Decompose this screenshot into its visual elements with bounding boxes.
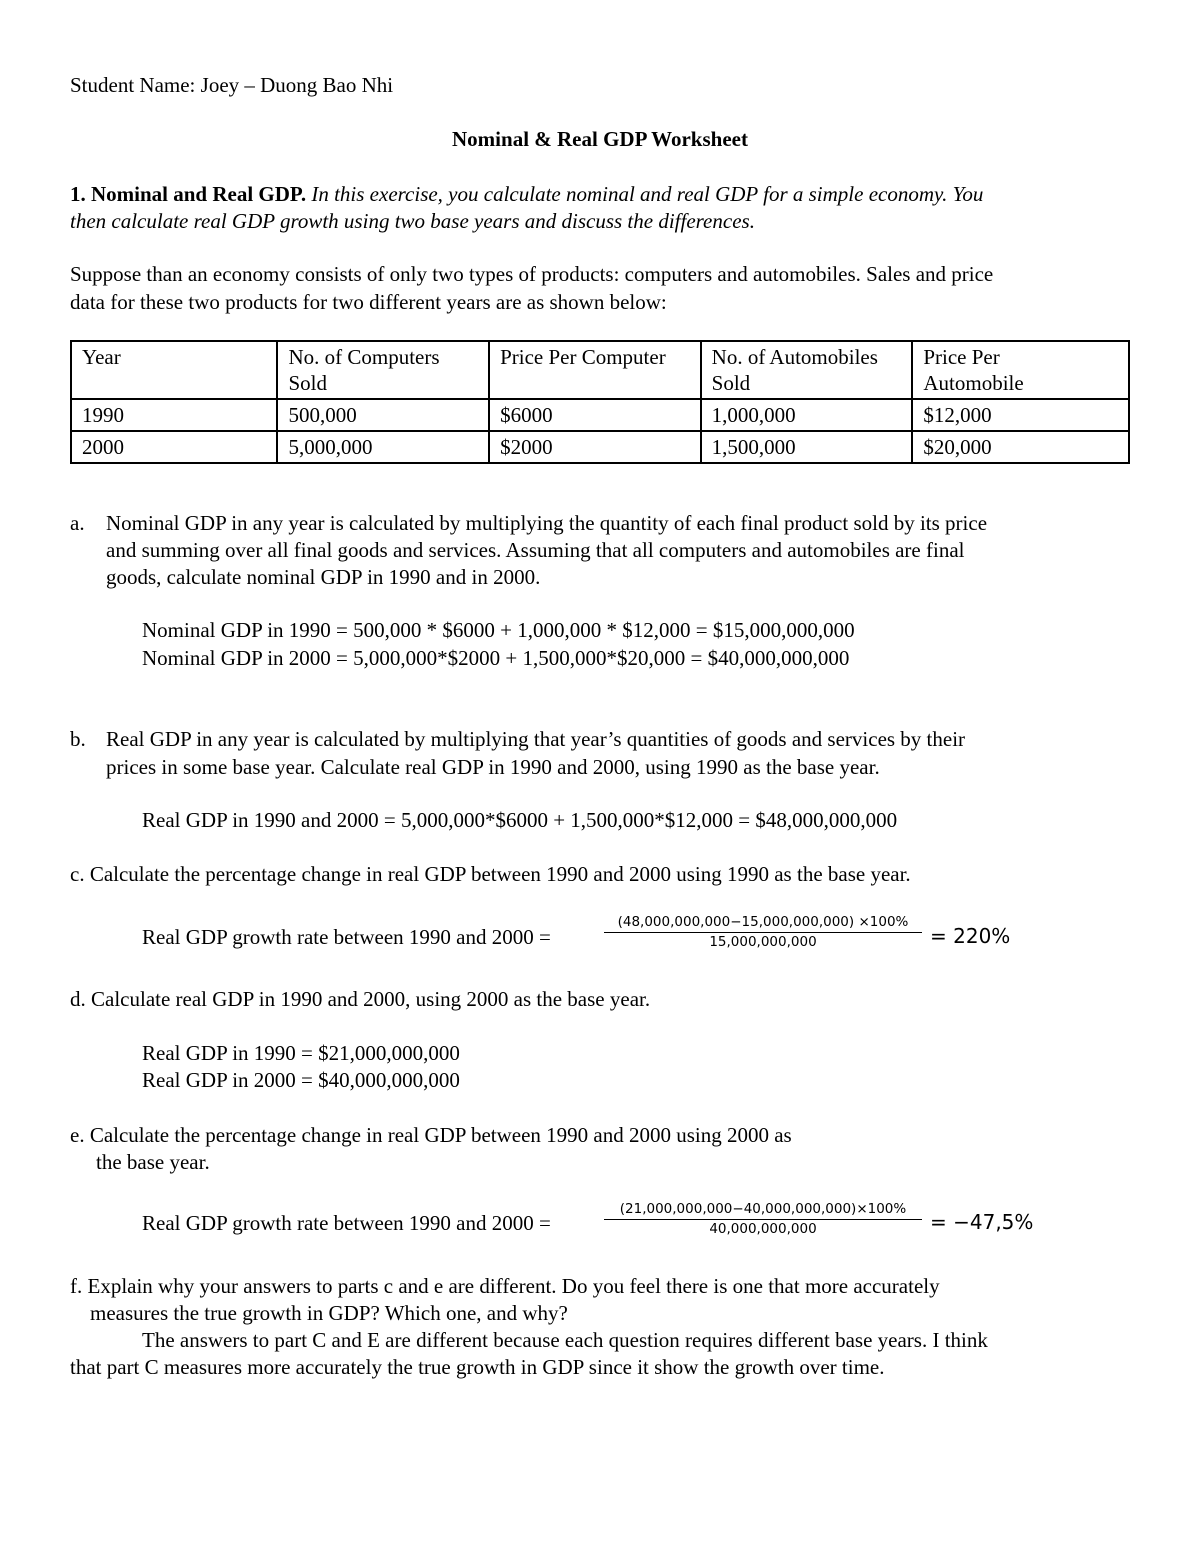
intro-line-1 <box>70 181 983 208</box>
part-e-result: = −47,5% <box>930 1210 1034 1234</box>
table-row <box>71 399 1129 431</box>
page-title: Nominal & Real GDP Worksheet <box>452 127 748 151</box>
part-c-result: = 220% <box>930 924 1011 948</box>
part-f-question-2: measures the true growth in GDP? Which one, and why? <box>90 1301 568 1325</box>
part-a-question-1: Nominal GDP in any year is calculated by multiplying the quantity of each final product sold by its price <box>106 511 988 535</box>
part-d-answer-1: Real GDP in 1990 = $21,000,000,000 <box>142 1041 460 1065</box>
intro-text: In this exercise, you calculate nominal and real GDP for a simple economy. You <box>311 182 984 206</box>
part-e-question-1: e. Calculate the percentage change in real GDP between 1990 and 2000 using 2000 as <box>70 1123 792 1147</box>
table-cell: 1,500,000 <box>701 431 913 463</box>
part-f-answer-1: The answers to part C and E are different because each question requires different base years. I think <box>142 1328 988 1352</box>
table-cell: $20,000 <box>912 431 1129 463</box>
intro-line-2: then calculate real GDP growth using two base years and discuss the differences. <box>70 209 755 233</box>
part-d-answer-2: Real GDP in 2000 = $40,000,000,000 <box>142 1068 460 1092</box>
part-b-marker: b. <box>70 727 86 751</box>
table-cell: 1,000,000 <box>701 399 913 431</box>
part-c-answer-label: Real GDP growth rate between 1990 and 2000 = <box>142 925 551 949</box>
part-b-question-2: prices in some base year. Calculate real GDP in 1990 and 2000, using 1990 as the base year. <box>106 755 880 779</box>
part-a-marker: a. <box>70 511 85 535</box>
part-c-numerator: (48,000,000,000−15,000,000,000) ×100% <box>604 914 922 933</box>
table-row <box>71 431 1129 463</box>
part-f-answer-2: that part C measures more accurately the true growth in GDP since it show the growth over time. <box>70 1355 885 1379</box>
part-e-fraction <box>604 1201 922 1239</box>
intro-paragraph-1: Suppose than an economy consists of only two types of products: computers and automobiles. Sales and price <box>70 262 994 286</box>
part-b-answer: Real GDP in 1990 and 2000 = 5,000,000*$6000 + 1,500,000*$12,000 = $48,000,000,000 <box>142 808 898 832</box>
header-price-per-automobile: Price Per Automobile <box>912 341 1129 399</box>
part-a-answer-2: Nominal GDP in 2000 = 5,000,000*$2000 + 1,500,000*$20,000 = $40,000,000,000 <box>142 646 850 670</box>
part-e-numerator: (21,000,000,000−40,000,000,000)×100% <box>604 1201 922 1220</box>
part-a-question-2: and summing over all final goods and services. Assuming that all computers and automobiles are final <box>106 538 965 562</box>
part-e-answer-label: Real GDP growth rate between 1990 and 2000 = <box>142 1211 551 1235</box>
header-automobiles-sold: No. of Automobiles Sold <box>701 341 913 399</box>
header-computers-sold: No. of Computers Sold <box>277 341 489 399</box>
table-cell: 1990 <box>71 399 277 431</box>
part-e-question-2: the base year. <box>96 1150 210 1174</box>
table-cell: $6000 <box>489 399 701 431</box>
header-price-per-computer: Price Per Computer <box>489 341 701 399</box>
part-c-question: c. Calculate the percentage change in real GDP between 1990 and 2000 using 1990 as the base year. <box>70 862 911 886</box>
section-heading: 1. Nominal and Real GDP. <box>70 182 307 206</box>
part-e-denominator: 40,000,000,000 <box>709 1221 817 1237</box>
part-d-question: d. Calculate real GDP in 1990 and 2000, using 2000 as the base year. <box>70 987 651 1011</box>
student-name: Student Name: Joey – Duong Bao Nhi <box>70 73 394 97</box>
table-cell: 500,000 <box>277 399 489 431</box>
table-header-row <box>71 341 1129 399</box>
header-year: Year <box>71 341 277 399</box>
part-c-fraction <box>604 914 922 952</box>
table-cell: $12,000 <box>912 399 1129 431</box>
sales-price-table <box>70 340 1130 464</box>
table-cell: 5,000,000 <box>277 431 489 463</box>
part-c-denominator: 15,000,000,000 <box>709 934 817 950</box>
table-cell: $2000 <box>489 431 701 463</box>
table-cell: 2000 <box>71 431 277 463</box>
part-f-question-1: f. Explain why your answers to parts c and e are different. Do you feel there is one that more accurately <box>70 1274 940 1298</box>
part-a-answer-1: Nominal GDP in 1990 = 500,000 * $6000 + 1,000,000 * $12,000 = $15,000,000,000 <box>142 618 855 642</box>
part-b-question-1: Real GDP in any year is calculated by multiplying that year’s quantities of goods and services by their <box>106 727 966 751</box>
part-a-question-3: goods, calculate nominal GDP in 1990 and in 2000. <box>106 565 541 589</box>
intro-paragraph-2: data for these two products for two different years are as shown below: <box>70 290 667 314</box>
